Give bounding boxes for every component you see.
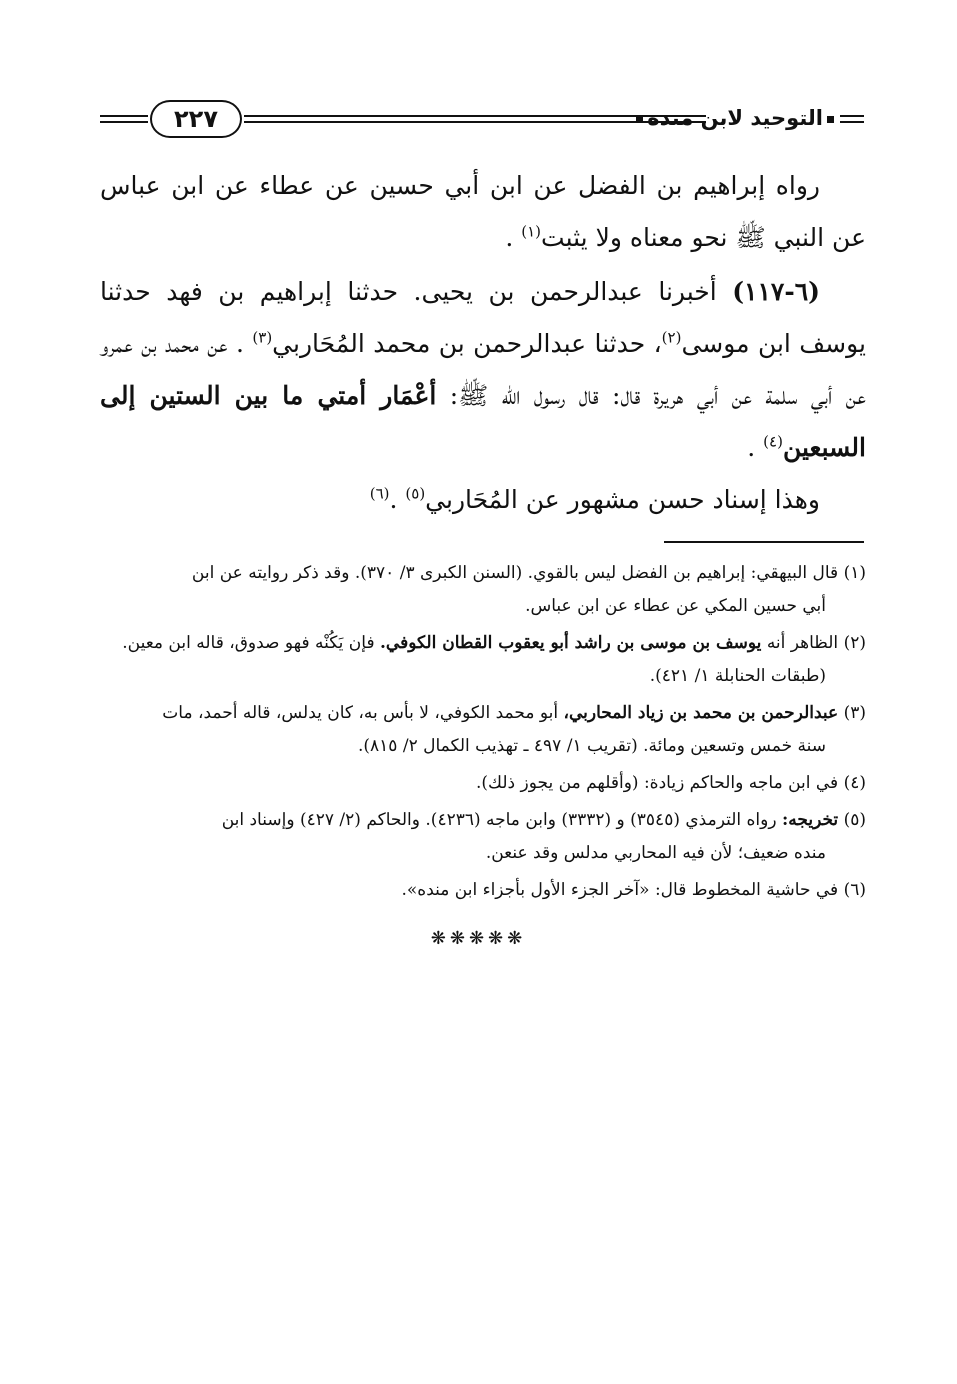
footnote-3: (٣) عبدالرحمن بن محمد بن زياد المحاربي، أبو محمد الكوفي، لا بأس به، كان يدلس، قاله أحمد، مات سنة خمس وتسعين ومائة. (تقريب ١/ ٤٩٧ ـ تهذيب الكمال ٢/ ٨١٥).	[162, 703, 866, 756]
footnote-number: (١)	[843, 563, 866, 583]
isnad-text-b: ، حدثنا عبدالرحمن بن محمد المُحَاربي	[272, 329, 662, 358]
paragraph-1: رواه إبراهيم بن الفضل عن ابن أبي حسين عن عطاء عن ابن عباس عن النبي ﷺ نحو معناه ولا يثبت$^{(١)}$ .	[100, 171, 866, 252]
end-stars-ornament-icon: ❋❋❋❋❋	[430, 928, 527, 949]
footnote-1: (١) قال البيهقي: إبراهيم بن الفضل ليس بالقوي. (السنن الكبرى ٣/ ٣٧٠). وقد ذكر روايته عن ابن أبي حسين المكي عن عطاء عن ابن عباس.	[191, 563, 866, 616]
footnote-ref: (٢)	[661, 328, 682, 347]
paragraph-3-text: وهذا إسناد حسن مشهور عن المُحَاربي	[425, 485, 820, 514]
footnote-ref: (٦)	[369, 484, 390, 503]
footnote-number: (٤)	[843, 773, 866, 793]
footnote-number: (٥)	[843, 810, 866, 830]
footnote-ref: (٤)	[763, 432, 783, 451]
footnote-number: (٦)	[843, 880, 866, 900]
footnote-ref: (١)	[521, 222, 542, 241]
isnad-text-c: . عن محمد بن عمرو عن أبي سلمة عن أبي هريرة قال: قال رسول الله ﷺ:	[100, 329, 866, 410]
page-number: ٢٢٧	[150, 100, 242, 138]
footnotes	[98, 557, 866, 911]
footnote-4: (٤) في ابن ماجه والحاكم زيادة: (وأقلهم من يجوز ذلك).	[476, 773, 866, 793]
footnote-ref: (٥)	[405, 484, 426, 503]
header-rule-right	[840, 115, 864, 123]
page-header	[98, 100, 864, 146]
footnote-ref: (٣)	[252, 328, 273, 347]
footnote-6: (٦) في حاشية المخطوط قال: «آخر الجزء الأول بأجزاء ابن منده».	[401, 880, 866, 900]
footnote-2: (٢) الظاهر أنه يوسف بن موسى بن راشد أبو يعقوب القطان الكوفي. فإن يَكُنْه فهو صدوق، قاله ابن معين. (طبقات الحنابلة ١/ ٤٢١).	[122, 633, 866, 686]
paragraph-hadith-117: (٦-١١٧) أخبرنا عبدالرحمن بن يحيى. حدثنا إبراهيم بن فهد حدثنا يوسف ابن موسى$^{(٢)}$، حدثنا عبدالرحمن بن محمد المُحَاربي$^{(٣)}$ . عن محمد بن عمرو عن أبي سلمة عن أبي هريرة قال: قال رسول الله ﷺ: أعْمَار أمتي ما بين الستين إلى السبعين$^{(٤)}$ .	[100, 277, 867, 462]
isnad-text-a: أخبرنا عبدالرحمن بن يحيى. حدثنا إبراهيم بن فهد حدثنا يوسف ابن موسى	[100, 277, 867, 358]
square-ornament-icon	[827, 116, 834, 123]
paragraph-1-text: رواه إبراهيم بن الفضل عن ابن أبي حسين عن عطاء عن ابن عباس عن النبي ﷺ نحو معناه ولا يثبت	[100, 171, 866, 252]
footnote-number: (٣)	[843, 703, 866, 723]
paragraph-3: وهذا إسناد حسن مشهور عن المُحَاربي$^{(٥)}$ .$^{(٦)}$	[369, 484, 820, 514]
hadith-number: (٦-١١٧)	[732, 277, 820, 306]
book-title	[647, 102, 838, 134]
footnote-5: (٥) تخريجه: رواه الترمذي (٣٥٤٥) و (٣٣٣٢) وابن ماجه (٤٢٣٦). والحاكم (٢/ ٤٢٧) وإسناد ابن منده ضعيف؛ لأن فيه المحاربي مدلس وقد عنعن.	[221, 810, 866, 863]
square-ornament-icon	[636, 116, 643, 123]
footnote-separator	[664, 541, 864, 543]
header-rule-left	[100, 115, 148, 123]
footnote-number: (٢)	[843, 633, 866, 653]
book-title-text: التوحيد لابن منده	[647, 106, 823, 130]
hadith-matn: أعْمَار أمتي ما بين الستين إلى السبعين	[100, 381, 866, 462]
